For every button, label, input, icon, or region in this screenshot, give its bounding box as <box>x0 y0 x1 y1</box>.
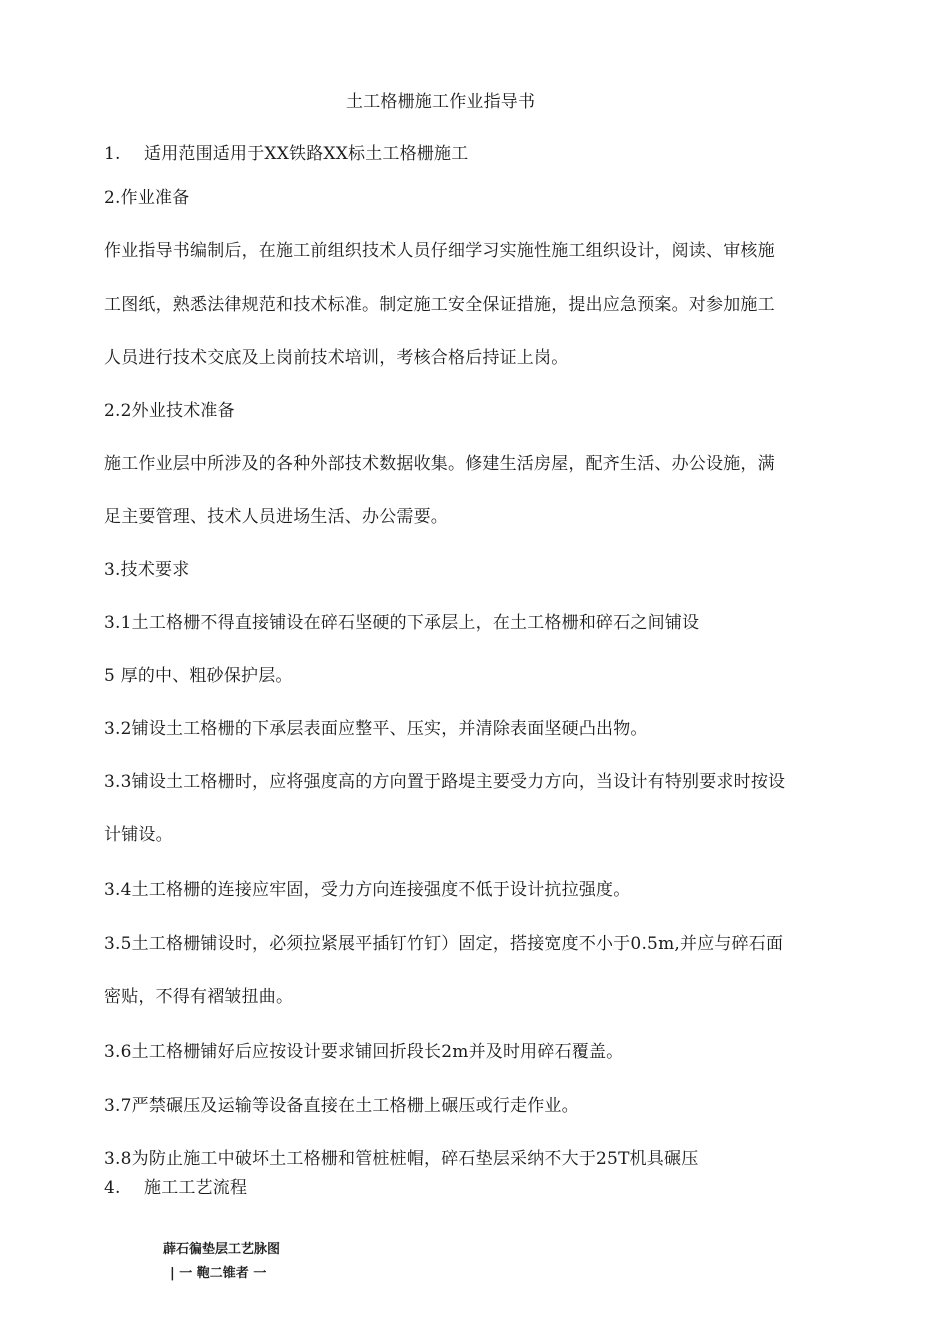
section-number: 1. <box>104 144 121 164</box>
paragraph-line: 密贴，不得有褶皱扭曲。 <box>104 987 294 1007</box>
section-4-line <box>104 1176 247 1200</box>
flowchart-row: | 一 鞄二锥者 一 <box>170 1266 267 1281</box>
paragraph-line: 3.1土工格栅不得直接铺设在碎石坚硬的下承层上，在土工格栅和碎石之间铺设 <box>104 613 700 633</box>
heading-2: 2.作业准备 <box>104 188 190 208</box>
heading-3: 3.技术要求 <box>104 560 190 580</box>
paragraph-line: 足主要管理、技术人员进场生活、办公需要。 <box>104 507 448 527</box>
section-number: 4. <box>104 1178 121 1198</box>
paragraph-line: 施工作业层中所涉及的各种外部技术数据收集。修建生活房屋，配齐生活、办公设施，满 <box>104 454 775 474</box>
paragraph-line: 作业指导书编制后，在施工前组织技术人员仔细学习实施性施工组织设计，阅读、审核施 <box>104 241 775 261</box>
paragraph-line: 3.3铺设土工格栅时，应将强度高的方向置于路堤主要受力方向，当设计有特别要求时按设 <box>104 772 786 792</box>
paragraph-text: 适用范围适用于XX铁路XX标土工格栅施工 <box>144 144 469 164</box>
paragraph-line: 3.2铺设土工格栅的下承层表面应整平、压实，并清除表面坚硬凸出物。 <box>104 719 648 739</box>
paragraph-line: 人员进行技术交底及上岗前技术培训，考核合格后持证上岗。 <box>104 348 569 368</box>
section-1-line <box>104 142 468 166</box>
paragraph-line: 计铺设。 <box>104 825 173 845</box>
paragraph-text: 施工工艺流程 <box>144 1178 248 1198</box>
paragraph-line: 3.6土工格栅铺好后应按设计要求铺回折段长2m并及时用碎石覆盖。 <box>104 1042 624 1062</box>
paragraph-line: 3.5土工格栅铺设时，必须拉紧展平插钉竹钉）固定，搭接宽度不小于0.5m,并应与碎石面 <box>104 934 784 954</box>
paragraph-line: 5 厚的中、粗砂保护层。 <box>104 666 293 686</box>
paragraph-line: 3.7严禁碾压及运输等设备直接在土工格栅上碾压或行走作业。 <box>104 1096 579 1116</box>
paragraph-line: 3.8为防止施工中破坏土工格栅和管桩桩帽，碎石垫层采纳不大于25T机具碾压 <box>104 1149 699 1169</box>
document-title: 土工格栅施工作业指导书 <box>346 92 536 112</box>
heading-2-2: 2.2外业技术准备 <box>104 401 235 421</box>
flowchart-caption: 薜石徧垫层工艺脉图 <box>163 1242 281 1257</box>
paragraph-line: 3.4土工格栅的连接应牢固，受力方向连接强度不低于设计抗拉强度。 <box>104 880 631 900</box>
paragraph-line: 工图纸，熟悉法律规范和技术标准。制定施工安全保证措施，提出应急预案。对参加施工 <box>104 295 775 315</box>
